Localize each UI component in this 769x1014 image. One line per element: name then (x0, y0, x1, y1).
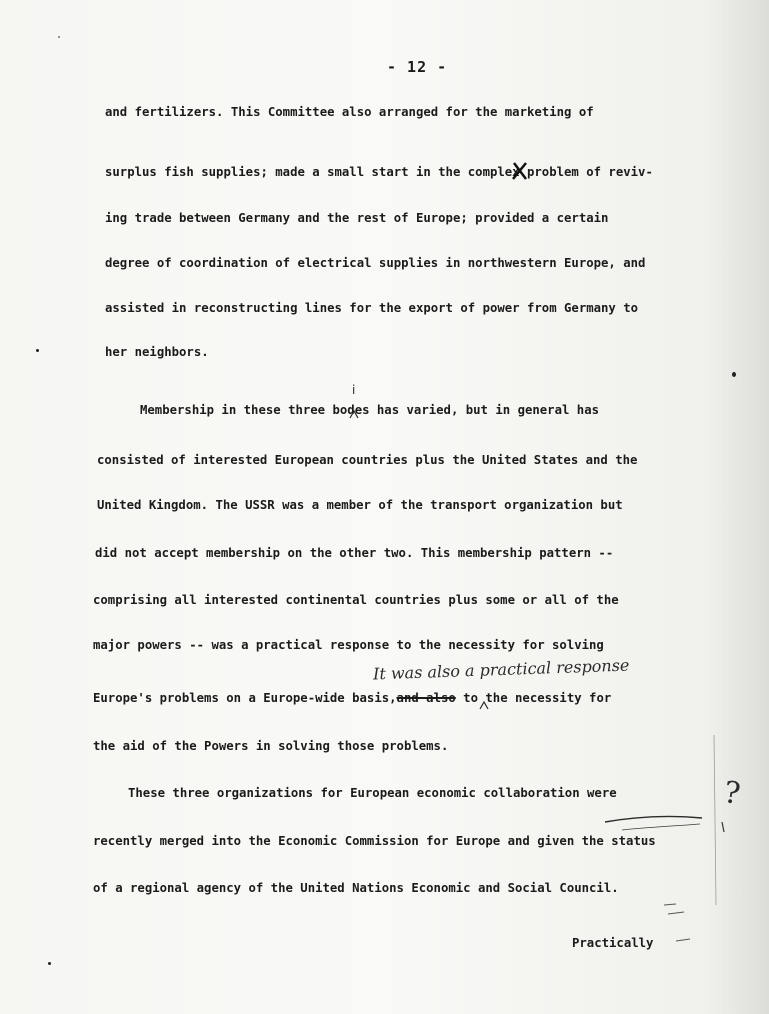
text-segment: to the necessity for (455, 691, 612, 705)
text-line: consisted of interested European countries plus the United States and the (97, 453, 638, 467)
struck-text: and also (396, 691, 456, 705)
text-line: degree of coordination of electrical supplies in northwestern Europe, and (105, 256, 646, 270)
speck (58, 36, 60, 38)
text-line: recently merged into the Economic Commission for Europe and given the status (93, 834, 656, 848)
text-line: her neighbors. (105, 345, 209, 359)
text-line: of a regional agency of the United Nations Economic and Social Council. (93, 881, 619, 895)
text-line-with-strikeout (93, 690, 611, 706)
text-line: major powers -- was a practical response to the necessity for solving (93, 638, 604, 652)
speck (48, 962, 51, 965)
speck (36, 349, 39, 352)
text-line: surplus fish supplies; made a small start in the complex problem of reviv- (105, 165, 653, 179)
tick-mark (722, 822, 724, 832)
pen-stroke-mark (622, 824, 700, 830)
text-line: assisted in reconstructing lines for the export of power from Germany to (105, 301, 639, 315)
text-line: ing trade between Germany and the rest of Europe; provided a certain (105, 211, 609, 225)
text-line: These three organizations for European economic collaboration were (128, 786, 617, 800)
margin-question-mark: ? (721, 775, 743, 812)
speck (732, 372, 736, 377)
margin-line-mark (714, 735, 716, 905)
text-segment: Europe's problems on a Europe-wide basis, (93, 691, 397, 705)
dash-mark (664, 904, 690, 941)
page-number: - 12 - (387, 58, 448, 76)
text-line: did not accept membership on the other two. This membership pattern -- (95, 546, 614, 560)
text-line: and fertilizers. This Committee also arranged for the marketing of (105, 105, 594, 119)
text-line: Membership in these three bodes has varied, but in general has (140, 403, 600, 417)
inserted-letter: i (352, 383, 356, 397)
pen-stroke-mark (605, 816, 702, 822)
catchword: Practically (572, 936, 654, 950)
handwritten-insertion: It was also a practical response (372, 655, 630, 684)
text-line: United Kingdom. The USSR was a member of the transport organization but (97, 498, 623, 512)
text-line: the aid of the Powers in solving those problems. (93, 739, 449, 753)
text-line: comprising all interested continental countries plus some or all of the (93, 593, 619, 607)
